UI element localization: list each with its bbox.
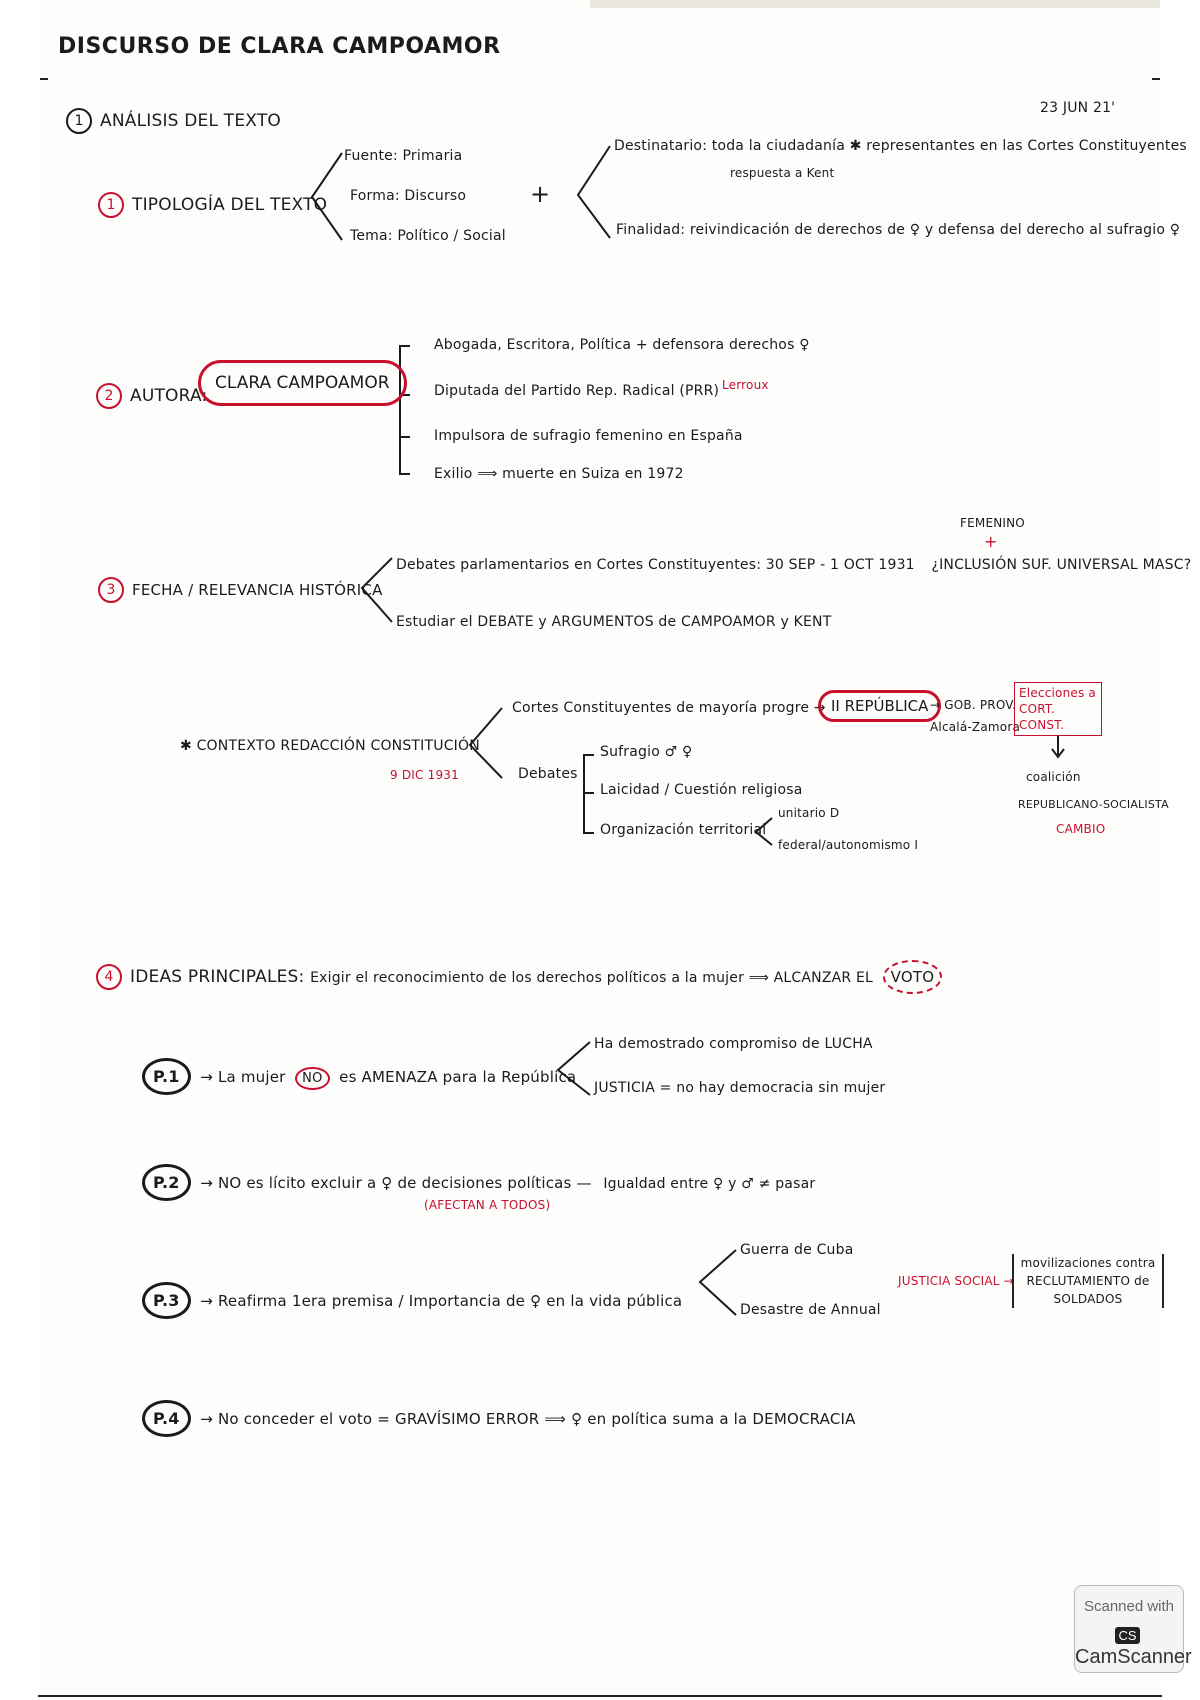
page-title [52, 32, 507, 61]
contexto-date: 9 DIC 1931 [390, 768, 459, 782]
autora-label [96, 383, 207, 409]
point-1-branch: Ha demostrado compromiso de LUCHA [594, 1036, 873, 1052]
fecha-text: FECHA / RELEVANCIA HISTÓRICA [132, 581, 383, 599]
camscanner-watermark [1074, 1585, 1192, 1673]
point-id-badge: P.4 [142, 1400, 191, 1437]
destinatario-text [614, 138, 1187, 154]
section-heading-text: ANÁLISIS DEL TEXTO [100, 111, 282, 131]
destinatario-label: Destinatario: toda la ciudadanía [614, 138, 845, 154]
camscanner-name: CamScanner [1075, 1646, 1192, 1668]
point-id-badge: P.3 [142, 1282, 191, 1319]
no-circle: NO [295, 1067, 329, 1090]
item-number-badge: 3 [98, 577, 124, 603]
tema-text: Tema: Político / Social [350, 228, 506, 244]
point-3-branch: Desastre de Annual [740, 1302, 881, 1318]
point-3-text: → Reafirma 1era premisa / Importancia de ♀ en la vida pública [200, 1292, 683, 1310]
debate-item: Laicidad / Cuestión religiosa [600, 782, 803, 798]
item-number-badge: 4 [96, 964, 122, 990]
scanned-with-text: Scanned with [1083, 1598, 1175, 1615]
debate-item: Sufragio ♂ ♀ [600, 744, 693, 760]
page-title-text: DISCURSO DE CLARA CAMPOAMOR [58, 34, 501, 59]
point-id-badge: P.2 [142, 1164, 191, 1201]
camscanner-logo-icon: CS [1115, 1627, 1139, 1644]
tipologia-text: TIPOLOGÍA DEL TEXTO [132, 195, 328, 215]
ideas-label: IDEAS PRINCIPALES: [130, 967, 305, 987]
fuente-text: Fuente: Primaria [344, 148, 463, 164]
section-number-badge: 1 [66, 108, 92, 134]
camscanner-brand [1075, 1623, 1192, 1669]
forma-text: Forma: Discurso [350, 188, 467, 204]
point-3 [142, 1282, 682, 1319]
coalicion-text: coalición [1026, 770, 1081, 784]
item-number-badge: 1 [98, 192, 124, 218]
elecciones-box: Elecciones a CORT. CONST. [1014, 682, 1102, 736]
item-number-badge: 2 [96, 383, 122, 409]
territorial-option: federal/autonomismo I [778, 838, 919, 852]
point-id-badge: P.1 [142, 1058, 191, 1095]
plus-mark: + [984, 532, 998, 551]
autora-item: Abogada, Escritora, Política + defensora derechos ♀ [434, 337, 810, 353]
point-1-pre: → La mujer [200, 1068, 286, 1086]
tipologia-label [98, 192, 327, 218]
cambio-text: CAMBIO [1056, 822, 1106, 836]
point-2 [142, 1164, 815, 1201]
coalicion-text-2: REPUBLICANO-SOCIALISTA [1018, 798, 1169, 811]
destinatario-note: respuesta a Kent [730, 166, 835, 180]
fecha-line-1-text: Debates parlamentarios en Cortes Constituyentes: 30 SEP - 1 OCT 1931 [396, 557, 915, 573]
destinatario-extra: ✱ representantes en las Cortes Constituyentes [849, 138, 1187, 154]
finalidad-text: Finalidad: reivindicación de derechos de ♀ y defensa del derecho al sufragio ♀ [616, 222, 1181, 238]
section-1-heading [66, 108, 281, 134]
point-4-text: → No conceder el voto = GRAVÍSIMO ERROR ⟹ ♀ en política suma a la DEMOCRACIA [200, 1410, 856, 1428]
point-2-text: → NO es lícito excluir a ♀ de decisiones políticas — [200, 1174, 592, 1192]
republica-oval: II REPÚBLICA [818, 690, 941, 722]
fecha-line-2: Estudiar el DEBATE y ARGUMENTOS de CAMPOAMOR y KENT [396, 614, 832, 630]
debate-item: Organización territorial [600, 822, 767, 838]
point-1 [142, 1058, 576, 1095]
point-2-bracket: Igualdad entre ♀ y ♂ ≠ pasar [603, 1176, 816, 1192]
autora-item: Exilio ⟹ muerte en Suiza en 1972 [434, 466, 684, 482]
debates-label: Debates [518, 766, 578, 782]
plus-sign: + [530, 180, 551, 208]
justicia-social-box: movilizaciones contra RECLUTAMIENTO de SOLDADOS [1012, 1254, 1164, 1308]
point-1-post: es AMENAZA para la República [339, 1068, 577, 1086]
autora-item: Impulsora de sufragio femenino en España [434, 428, 743, 444]
ideas-heading [96, 960, 942, 994]
fecha-line-1 [396, 557, 1191, 573]
point-3-branch: Guerra de Cuba [740, 1242, 854, 1258]
autora-item: Diputada del Partido Rep. Radical (PRR) [434, 383, 720, 399]
prr-note: Lerroux [722, 378, 769, 392]
gob-text: → GOB. PROV. [930, 698, 1017, 712]
justicia-social-label: JUSTICIA SOCIAL → [898, 1274, 1014, 1288]
date-label: 23 JUN 21' [1040, 100, 1116, 116]
femenino-note: FEMENINO [960, 516, 1025, 530]
author-name-cloud: CLARA CAMPOAMOR [198, 360, 407, 406]
cortes-text: Cortes Constituyentes de mayoría progre → [512, 700, 826, 716]
point-1-branch: JUSTICIA = no hay democracia sin mujer [594, 1080, 886, 1096]
gob-note: Alcalá-Zamora [930, 720, 1021, 734]
point-4 [142, 1400, 856, 1437]
autora-text: AUTORA: [130, 386, 208, 406]
voto-starburst: VOTO [883, 960, 943, 994]
fecha-label [98, 577, 383, 603]
point-2-note: (AFECTAN A TODOS) [424, 1198, 551, 1212]
fecha-question: ¿INCLUSIÓN SUF. UNIVERSAL MASC? [931, 557, 1192, 573]
ideas-text: Exigir el reconocimiento de los derechos políticos a la mujer ⟹ ALCANZAR EL [310, 970, 874, 986]
contexto-label: ✱ CONTEXTO REDACCIÓN CONSTITUCIÓN [180, 738, 480, 754]
territorial-option: unitario D [778, 806, 840, 820]
